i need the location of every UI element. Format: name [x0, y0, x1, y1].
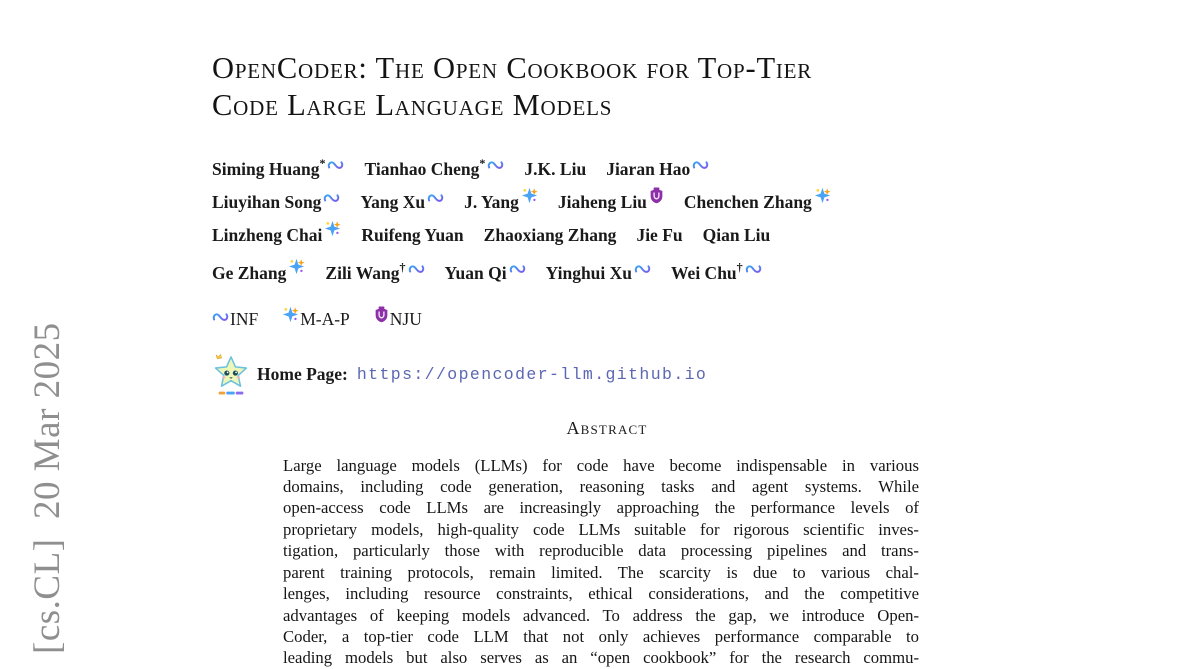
abstract-line: proprietary models, high-quality code LLMs suitable for rigorous scientific inves-: [283, 519, 919, 539]
map-logo-icon: [324, 220, 341, 237]
author-name: J.K. Liu: [524, 158, 587, 179]
author-line: [212, 219, 1002, 252]
map-logo-icon: [282, 306, 299, 323]
author: [212, 156, 344, 179]
author-name: Zhaoxiang Zhang: [483, 224, 617, 245]
author: [361, 225, 463, 245]
affiliation-line: [212, 306, 1002, 330]
author: [212, 263, 305, 283]
nju-logo-icon: [649, 187, 664, 204]
author: [671, 259, 762, 283]
author-name: Yinghui Xu: [545, 262, 633, 283]
abstract-line: advantages of keeping models advanced. To address the gap, we introduce Open-: [283, 605, 919, 625]
affiliation: [374, 309, 422, 329]
opencoder-mascot-star-icon: [212, 354, 250, 396]
map-logo-icon: [288, 258, 305, 275]
homepage-label: Home Page:: [257, 364, 348, 385]
affiliation-label: INF: [230, 308, 259, 329]
author: [558, 192, 664, 212]
author: [445, 263, 526, 283]
author-name: Ge Zhang: [212, 262, 287, 283]
inf-logo-icon: [323, 191, 340, 204]
author: [364, 156, 504, 179]
abstract-line: lenges, including resource constraints, ethical considerations, and the competitive: [283, 584, 919, 604]
author-name: Ruifeng Yuan: [361, 224, 464, 245]
paper-title-line2: Code Large Language Models: [212, 88, 613, 122]
author: [546, 263, 651, 283]
author: [636, 225, 682, 245]
inf-logo-icon: [212, 310, 229, 323]
author: [606, 159, 709, 179]
author-name: Jie Fu: [636, 224, 683, 245]
author-name: Chenchen Zhang: [683, 191, 812, 212]
author-footnote-mark: †: [736, 259, 743, 274]
author-name: Jiaran Hao: [606, 158, 691, 179]
author-footnote-mark: *: [319, 156, 326, 170]
author-footnote-mark: *: [479, 156, 486, 170]
author-block: [212, 148, 1002, 290]
author-name: Yang Xu: [360, 191, 426, 212]
author-line: [212, 148, 1002, 186]
author: [212, 192, 340, 212]
inf-logo-icon: [692, 158, 709, 171]
author-name: Linzheng Chai: [212, 224, 323, 245]
abstract-line: Coder, a top-tier code LLM that not only achieves performance comparable to: [283, 626, 919, 646]
arxiv-sidebar-label: [cs.CL] 20 Mar 2025: [27, 322, 68, 654]
affiliation: [282, 309, 350, 329]
inf-logo-icon: [408, 262, 425, 275]
author-name: Siming Huang: [212, 158, 320, 179]
inf-logo-icon: [509, 262, 526, 275]
author-name: J. Yang: [464, 191, 519, 212]
author-name: Tianhao Cheng: [364, 158, 480, 179]
author-name: Yuan Qi: [444, 262, 507, 283]
affiliation: [212, 309, 258, 329]
author-name: Wei Chu: [671, 262, 737, 283]
abstract-line: parent training protocols, remain limited. The scarcity is due to various chal-: [283, 562, 919, 582]
abstract-line: tigation, particularly those with reproducible data processing pipelines and trans-: [283, 541, 919, 561]
paper-content: [212, 50, 1002, 669]
abstract-line: leading models but also serves as an “open cookbook” for the research commu-: [283, 648, 919, 668]
abstract-line: Large language models (LLMs) for code have become indispensable in various: [283, 455, 919, 475]
inf-logo-icon: [745, 262, 762, 275]
abstract-text: [283, 455, 919, 669]
homepage-url-link[interactable]: https://opencoder-llm.github.io: [356, 365, 708, 385]
author: [703, 225, 771, 245]
author-name: Qian Liu: [702, 224, 771, 245]
affiliation-label: M-A-P: [300, 308, 350, 329]
homepage-line: [212, 354, 1002, 396]
author: [524, 159, 586, 179]
author-name: Zili Wang: [325, 262, 400, 283]
abstract-line: open-access code LLMs are increasingly approaching the performance levels of: [283, 498, 919, 518]
author-line: [212, 186, 1002, 219]
author: [360, 192, 444, 212]
map-logo-icon: [814, 187, 831, 204]
author: [212, 225, 341, 245]
paper-title: [212, 50, 1002, 124]
author: [325, 259, 424, 283]
inf-logo-icon: [634, 262, 651, 275]
author: [484, 225, 617, 245]
abstract-heading: Abstract: [566, 417, 648, 438]
author-name: Liuyihan Song: [212, 191, 322, 212]
map-logo-icon: [521, 187, 538, 204]
author-line: [212, 252, 1002, 290]
abstract-line: domains, including code generation, reasoning tasks and agent systems. While: [283, 477, 919, 497]
inf-logo-icon: [427, 191, 444, 204]
inf-logo-icon: [487, 158, 504, 171]
paper-title-line1: OpenCoder: The Open Cookbook for Top-Tier: [212, 51, 813, 85]
affiliation-label: NJU: [389, 308, 422, 329]
nju-logo-icon: [374, 306, 389, 323]
author-footnote-mark: †: [399, 259, 406, 274]
author: [684, 192, 831, 212]
author: [464, 192, 538, 212]
author-name: Jiaheng Liu: [557, 191, 647, 212]
inf-logo-icon: [327, 158, 344, 171]
